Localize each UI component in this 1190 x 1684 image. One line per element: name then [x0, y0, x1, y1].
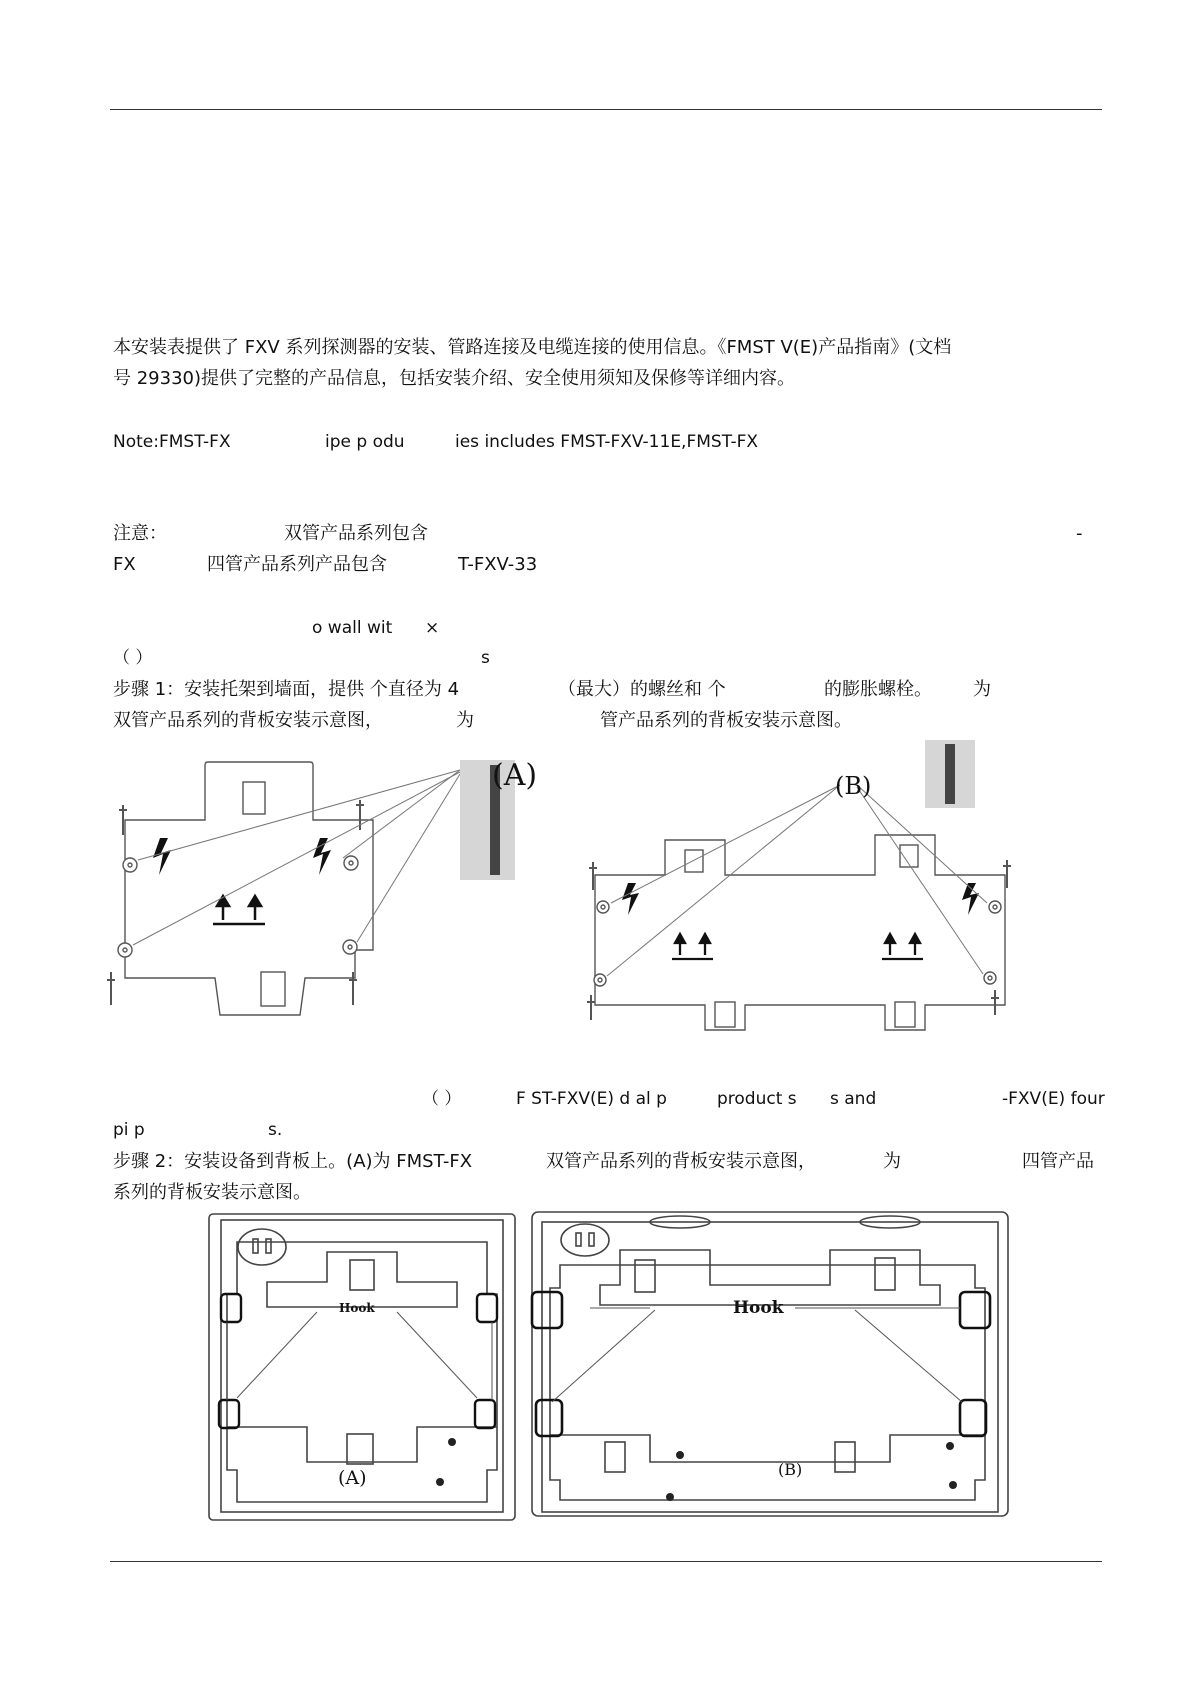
note-cn-b: 双管产品系列包含	[284, 523, 428, 544]
step2-en-a: （ ）	[422, 1089, 462, 1109]
figure1-label-a: (A)	[492, 758, 538, 793]
note-en-c: ies includes FMST-FXV-11E,FMST-FX	[455, 432, 759, 452]
step2-en-f: pi p	[113, 1120, 145, 1140]
figure2-hook-a: Hook	[339, 1301, 375, 1315]
step1-en-b: ×	[425, 618, 440, 638]
step1-cn-1a: 步骤 1：安装托架到墙面，提供 个直径为 4	[113, 679, 460, 700]
figure2-label-b: (B)	[778, 1460, 803, 1479]
step1-en-a: o wall wit	[312, 618, 393, 638]
step1-en-d: s	[481, 648, 490, 668]
header-rule	[110, 109, 1102, 110]
step2-cn-1c: 为	[883, 1151, 901, 1172]
bracket-diagram-a	[105, 750, 545, 1040]
step1-cn-2a: 双管产品系列的背板安装示意图，	[113, 710, 383, 731]
step2-cn-1b: 双管产品系列的背板安装示意图，	[546, 1151, 816, 1172]
step2-en-g: s.	[268, 1120, 283, 1140]
step1-cn-1c: 的膨胀螺栓。	[824, 679, 932, 700]
note-en-a: Note:FMST-FX	[113, 432, 231, 452]
step2-en-d: s and	[830, 1089, 877, 1109]
step1-en-c: （ ）	[113, 648, 153, 668]
figure2-hook-b: Hook	[733, 1298, 784, 1318]
note-en-b: ipe p odu	[325, 432, 405, 452]
step2-en-e: -FXV(E) four	[1002, 1089, 1105, 1109]
step1-cn-1d: 为	[973, 679, 991, 700]
footer-rule	[110, 1561, 1102, 1562]
step2-en-c: product s	[717, 1089, 797, 1109]
step2-cn-1a: 步骤 2：安装设备到背板上。(A)为 FMST-FX	[113, 1151, 473, 1172]
bracket-diagram-b	[585, 740, 1035, 1040]
figure2-label-a: (A)	[338, 1467, 367, 1489]
figure1-label-b: (B)	[835, 772, 872, 800]
note-cn-f: T-FXV-33	[458, 554, 538, 575]
step2-en-b: F ST-FXV(E) d al p	[516, 1089, 667, 1109]
step2-cn-line-2: 系列的背板安装示意图。	[113, 1182, 311, 1203]
step2-cn-1d: 四管产品	[1022, 1151, 1094, 1172]
intro-line-2: 号 29330)提供了完整的产品信息，包括安装介绍、安全使用须知及保修等详细内容。	[113, 368, 796, 389]
device-diagram-b	[530, 1210, 1010, 1520]
note-cn-d: FX	[113, 554, 136, 575]
note-cn-c: -	[1076, 523, 1083, 544]
step1-cn-1b: （最大）的螺丝和 个	[558, 679, 726, 700]
step1-cn-2c: 管产品系列的背板安装示意图。	[600, 710, 852, 731]
intro-line-1: 本安装表提供了 FXV 系列探测器的安装、管路连接及电缆连接的使用信息。《FMST V(E)产品指南》(文档	[113, 337, 952, 358]
step1-cn-2b: 为	[456, 710, 474, 731]
note-cn-a: 注意：	[113, 523, 167, 544]
note-cn-e: 四管产品系列产品包含	[207, 554, 387, 575]
